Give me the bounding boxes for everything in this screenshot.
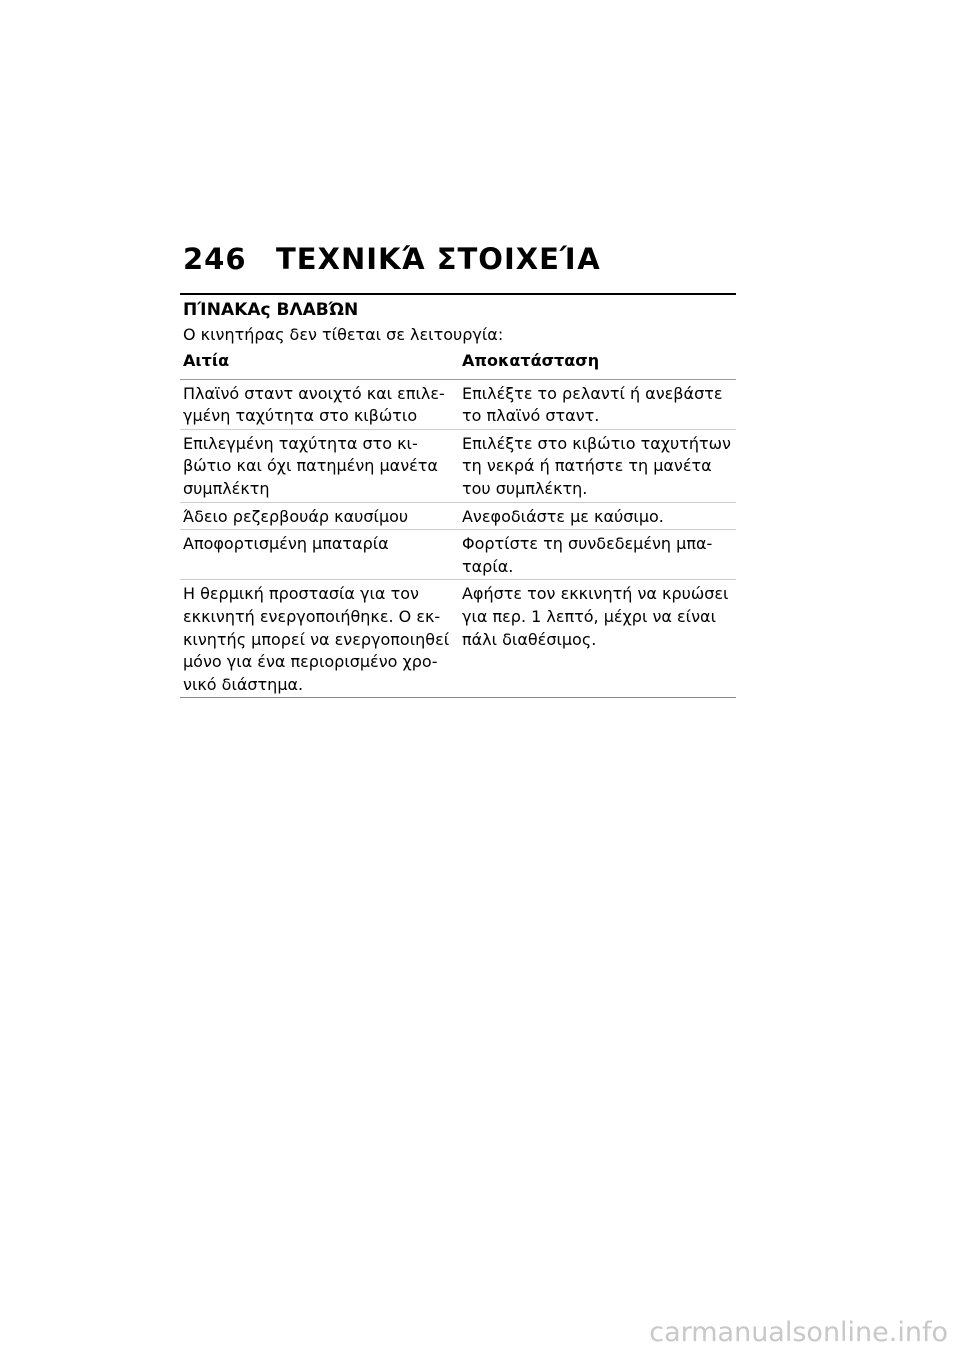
chapter-title: ΤΕΧΝΙΚΆ ΣΤΟΙΧΕΊΑ xyxy=(276,242,601,276)
page-header xyxy=(183,242,743,282)
table-row xyxy=(180,429,736,502)
cause-cell: Άδειο ρεζερβουάρ καυσίμου xyxy=(180,502,459,530)
cause-cell: Αποφορτισμένη μπαταρία xyxy=(180,530,459,580)
remedy-cell: Επιλέξτε στο κιβώτιο ταχυτήτων τη νεκρά ή πατήστε τη μανέτα του συμπλέκτη. xyxy=(459,429,736,502)
section-intro: Ο κινητήρας δεν τίθεται σε λειτουργία: xyxy=(183,325,504,344)
watermark: carmanualsonline.info xyxy=(649,1317,948,1348)
remedy-cell: Επιλέξτε το ρελαντί ή ανεβάστε το πλαϊνό σταντ. xyxy=(459,379,736,429)
remedy-cell: Φορτίστε τη συνδεδεμένη μπα- ταρία. xyxy=(459,530,736,580)
table-row xyxy=(180,502,736,530)
remedy-cell: Αφήστε τον εκκινητή να κρυώσει για περ. 1 λεπτό, μέχρι να είναι πάλι διαθέσιμος. xyxy=(459,580,736,698)
column-header-remedy: Αποκατάσταση xyxy=(459,347,736,379)
table-row xyxy=(180,379,736,429)
table-row xyxy=(180,530,736,580)
section-title: ΠΊΝΑΚΑς ΒΛΑΒΏΝ xyxy=(183,300,359,320)
cause-cell: Πλαϊνό σταντ ανοιχτό και επιλε- γμένη ταχύτητα στο κιβώτιο xyxy=(180,379,459,429)
header-divider xyxy=(180,293,736,295)
table-header-row xyxy=(180,347,736,379)
table-row xyxy=(180,580,736,698)
remedy-cell: Ανεφοδιάστε με καύσιμο. xyxy=(459,502,736,530)
cause-cell: Η θερμική προστασία για τον εκκινητή ενεργοποιήθηκε. Ο εκ- κινητής μπορεί να ενεργοποιηθεί μόνο για ένα περιορισμένο χρο- νικό διάστημα. xyxy=(180,580,459,698)
column-header-cause: Αιτία xyxy=(180,347,459,379)
page-number: 246 xyxy=(183,242,247,276)
fault-table xyxy=(180,347,736,698)
cause-cell: Επιλεγμένη ταχύτητα στο κι- βώτιο και όχι πατημένη μανέτα συμπλέκτη xyxy=(180,429,459,502)
